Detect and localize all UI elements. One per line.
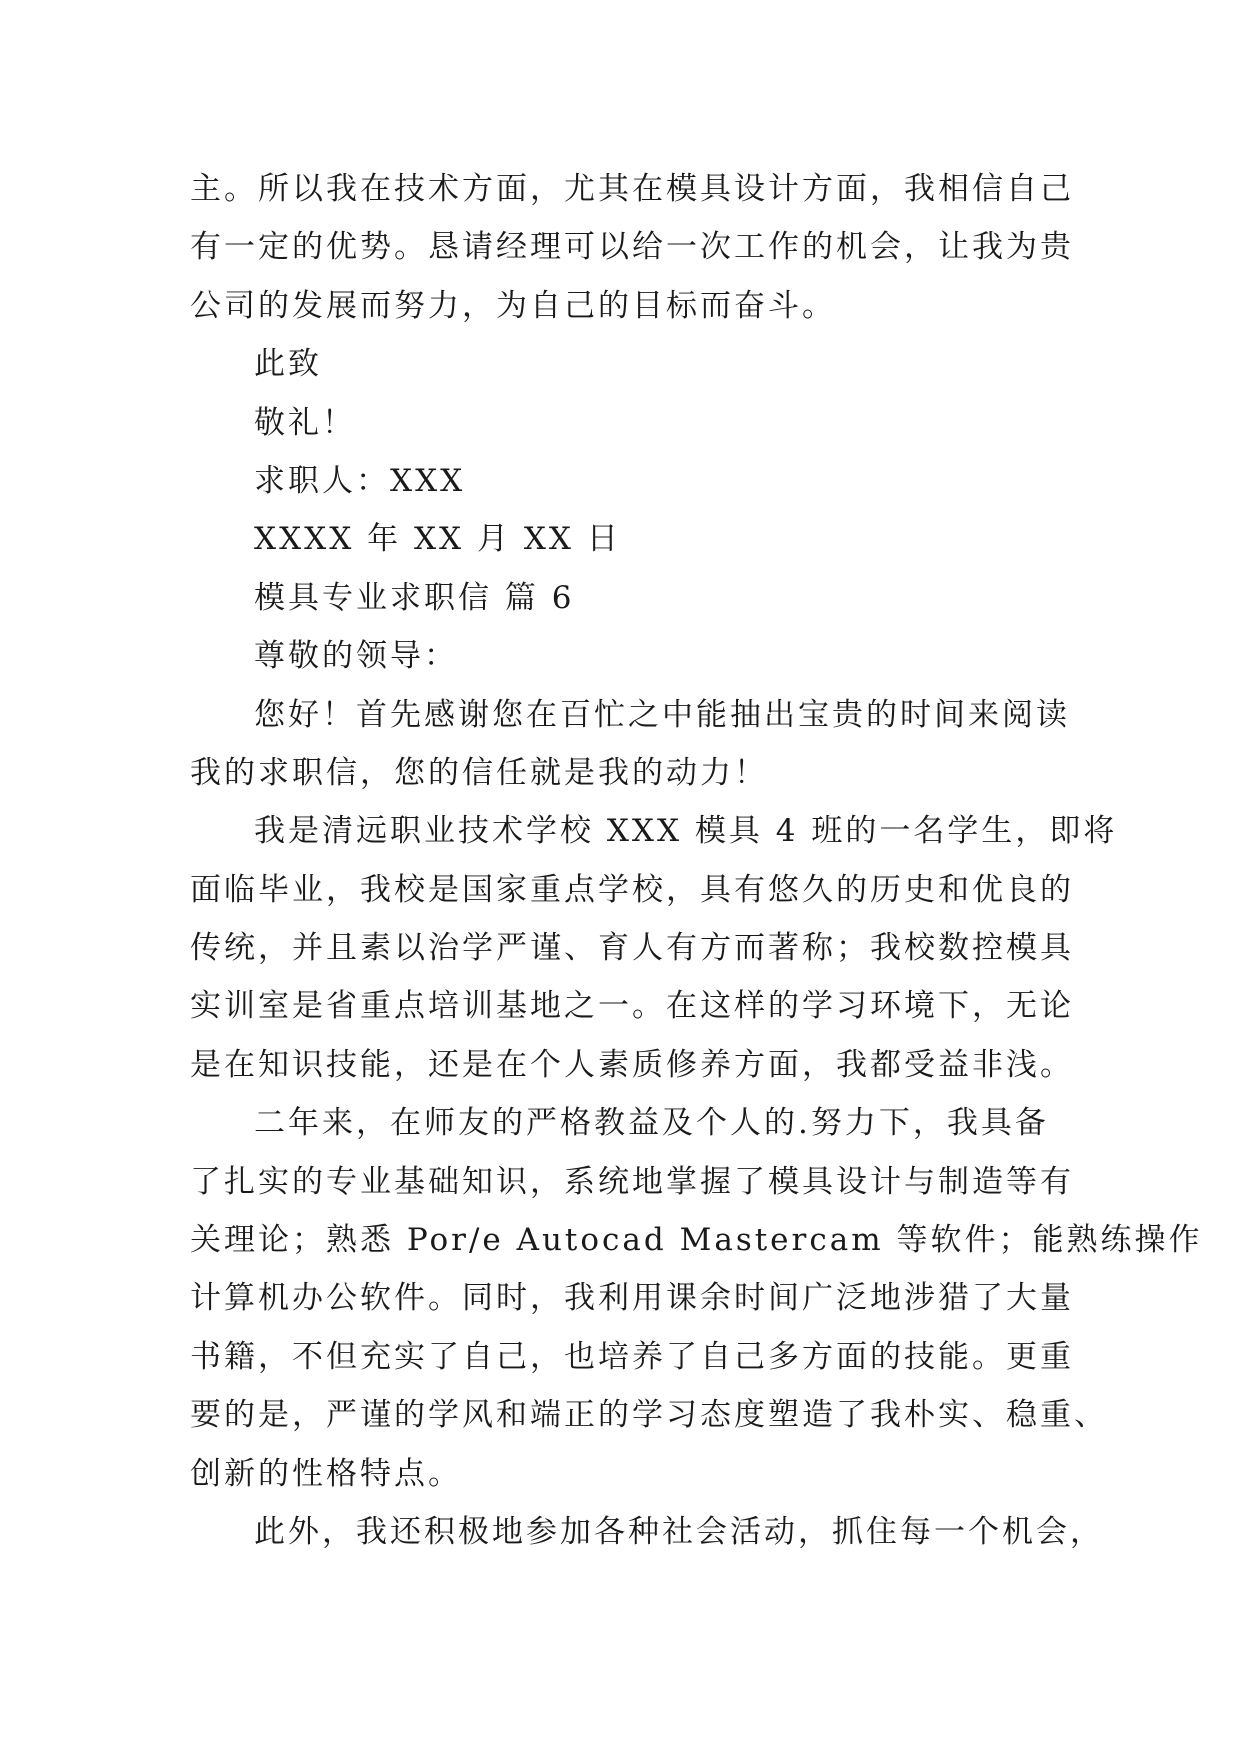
closing-regards: 敬礼！: [254, 404, 356, 441]
text-line: 有一定的优势。恳请经理可以给一次工作的机会，让我为贵: [190, 229, 1074, 266]
text-line: 了扎实的专业基础知识，系统地掌握了模具设计与制造等有: [190, 1163, 1074, 1200]
text-line: 是在知识技能，还是在个人素质修养方面，我都受益非浅。: [190, 1046, 1074, 1083]
text-line: 我是清远职业技术学校 XXX 模具 4 班的一名学生，即将: [254, 813, 1118, 850]
text-line: 要的是，严谨的学风和端正的学习态度塑造了我朴实、稳重、: [190, 1397, 1108, 1434]
section-heading: 模具专业求职信 篇 6: [254, 579, 575, 616]
letter-date: XXXX 年 XX 月 XX 日: [254, 521, 621, 558]
closing-salutation: 此致: [254, 346, 322, 383]
text-line: 传统，并且素以治学严谨、育人有方而著称；我校数控模具: [190, 930, 1074, 967]
text-line: 公司的发展而努力，为自己的目标而奋斗。: [190, 287, 836, 324]
letter-body: [190, 160, 1203, 1561]
text-line: 计算机办公软件。同时，我利用课余时间广泛地涉猎了大量: [190, 1280, 1074, 1317]
applicant-signature: 求职人：XXX: [254, 462, 466, 499]
text-line: 我的求职信，您的信任就是我的动力！: [190, 754, 768, 791]
text-line: 主。所以我在技术方面，尤其在模具设计方面，我相信自己: [190, 171, 1074, 207]
text-line: 关理论；熟悉 Por/e Autocad Mastercam 等软件；能熟练操作: [190, 1222, 1203, 1259]
text-line: 面临毕业，我校是国家重点学校，具有悠久的历史和优良的: [190, 871, 1074, 908]
text-line: 二年来，在师友的严格教益及个人的.努力下，我具备: [254, 1105, 1049, 1142]
text-line: 此外，我还积极地参加各种社会活动，抓住每一个机会，: [254, 1513, 1104, 1550]
text-line: 书籍，不但充实了自己，也培养了自己多方面的技能。更重: [190, 1338, 1074, 1375]
greeting: 尊敬的领导：: [254, 638, 458, 675]
text-line: 您好！首先感谢您在百忙之中能抽出宝贵的时间来阅读: [254, 696, 1070, 733]
text-line: 实训室是省重点培训基地之一。在这样的学习环境下，无论: [190, 988, 1074, 1025]
text-line: 创新的性格特点。: [190, 1455, 462, 1492]
